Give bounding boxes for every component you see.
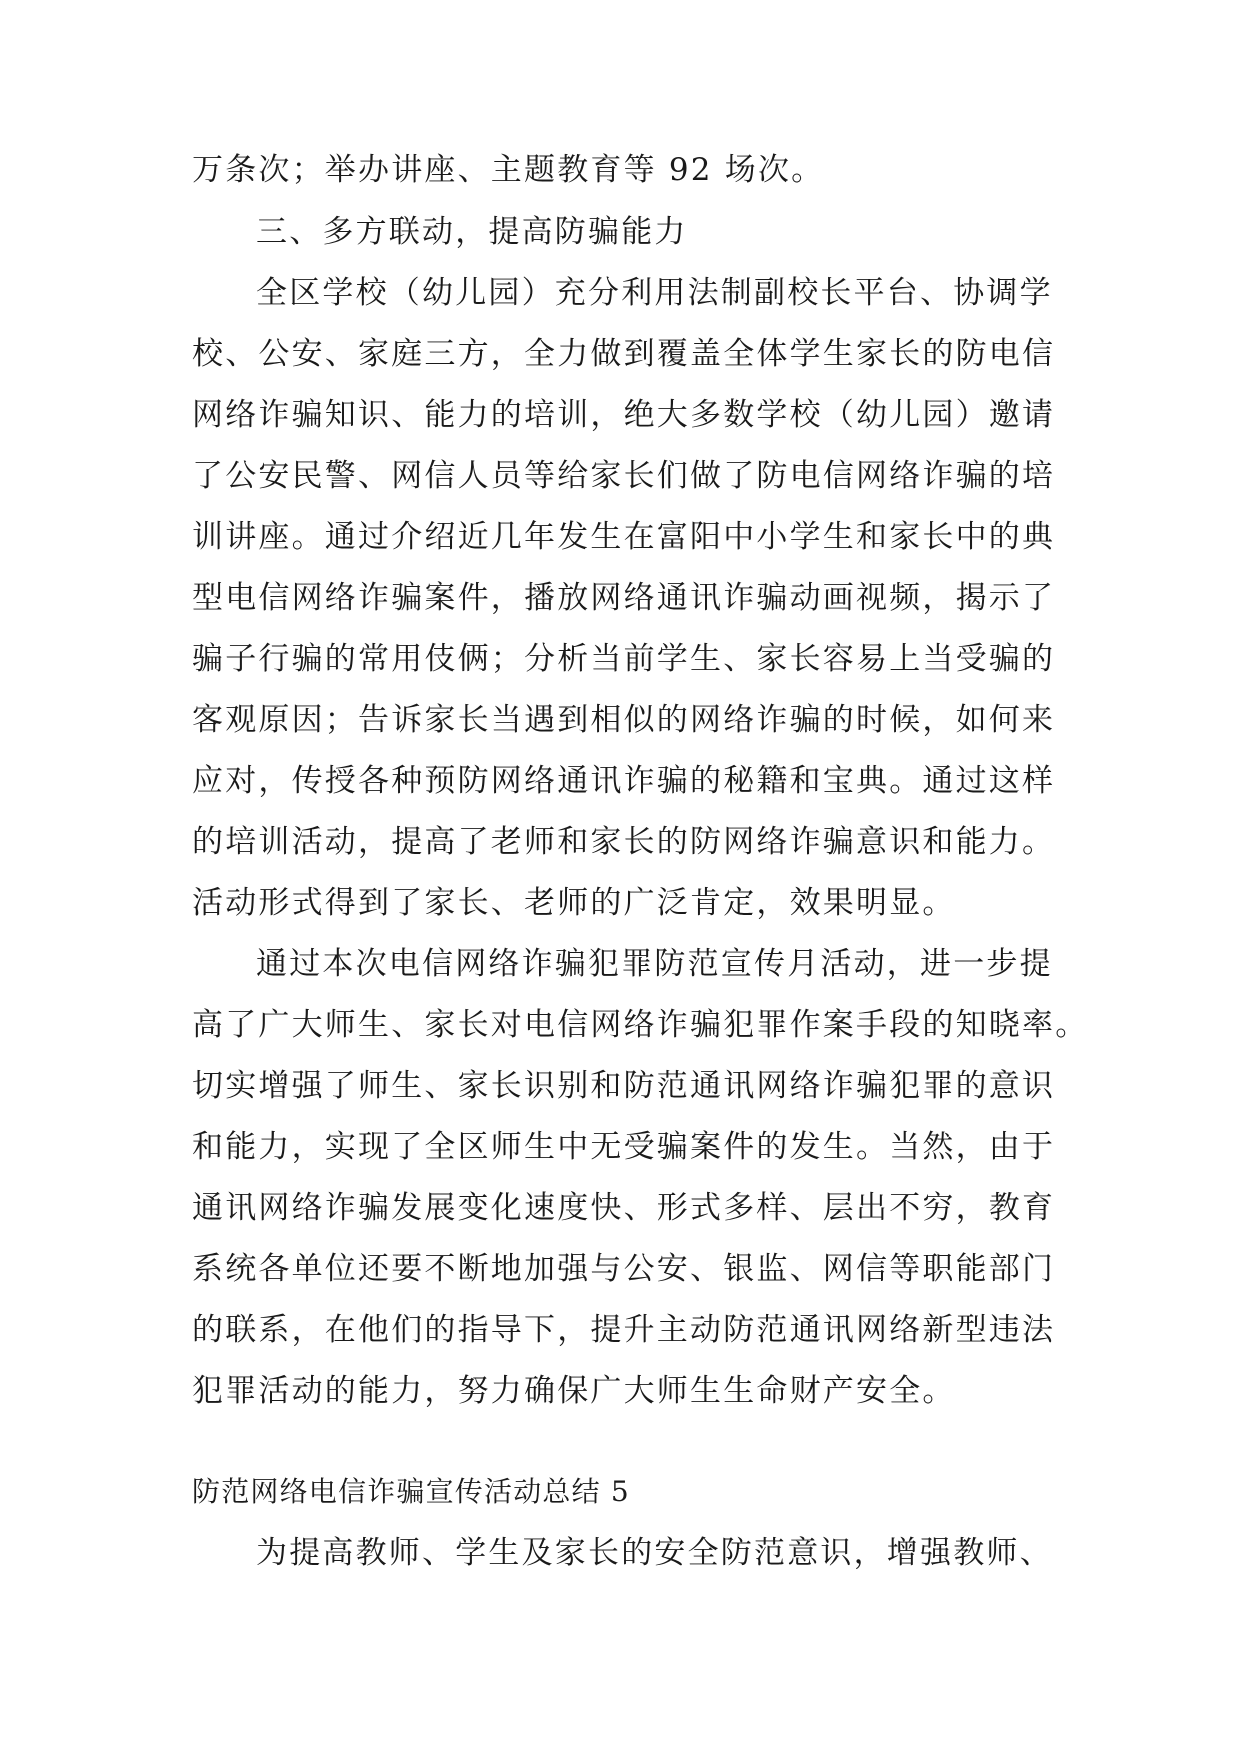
article-title: 防范网络电信诈骗宣传活动总结 5	[192, 1475, 630, 1508]
text-line: 网络诈骗知识、能力的培训，绝大多数学校（幼儿园）邀请	[192, 397, 1056, 433]
text-line: 活动形式得到了家长、老师的广泛肯定，效果明显。	[192, 885, 956, 921]
text-line: 切实增强了师生、家长识别和防范通讯网络诈骗犯罪的意识	[192, 1068, 1056, 1104]
text-line: 骗子行骗的常用伎俩；分析当前学生、家长容易上当受骗的	[192, 641, 1056, 677]
text-line: 型电信网络诈骗案件，播放网络通讯诈骗动画视频，揭示了	[192, 580, 1056, 616]
text-line: 客观原因；告诉家长当遇到相似的网络诈骗的时候，如何来	[192, 702, 1056, 738]
text-line: 万条次；举办讲座、主题教育等 92 场次。	[192, 152, 825, 188]
text-line: 校、公安、家庭三方，全力做到覆盖全体学生家长的防电信	[192, 336, 1056, 372]
text-line: 全区学校（幼儿园）充分利用法制副校长平台、协调学	[256, 275, 1053, 311]
text-line: 训讲座。通过介绍近几年发生在富阳中小学生和家长中的典	[192, 519, 1056, 555]
text-line: 通讯网络诈骗发展变化速度快、形式多样、层出不穷，教育	[192, 1190, 1056, 1226]
text-line: 高了广大师生、家长对电信网络诈骗犯罪作案手段的知晓率。	[192, 1007, 1089, 1043]
section-heading: 三、多方联动，提高防骗能力	[256, 214, 688, 250]
text-line: 为提高教师、学生及家长的安全防范意识，增强教师、	[256, 1535, 1053, 1571]
text-line: 犯罪活动的能力，努力确保广大师生生命财产安全。	[192, 1373, 956, 1409]
text-line: 了公安民警、网信人员等给家长们做了防电信网络诈骗的培	[192, 458, 1056, 494]
text-line: 和能力，实现了全区师生中无受骗案件的发生。当然，由于	[192, 1129, 1056, 1165]
text-line: 应对，传授各种预防网络通讯诈骗的秘籍和宝典。通过这样	[192, 763, 1056, 799]
text-line: 通过本次电信网络诈骗犯罪防范宣传月活动，进一步提	[256, 946, 1053, 982]
text-line: 系统各单位还要不断地加强与公安、银监、网信等职能部门	[192, 1251, 1056, 1287]
text-line: 的培训活动，提高了老师和家长的防网络诈骗意识和能力。	[192, 824, 1056, 860]
text-line: 的联系，在他们的指导下，提升主动防范通讯网络新型违法	[192, 1312, 1056, 1348]
